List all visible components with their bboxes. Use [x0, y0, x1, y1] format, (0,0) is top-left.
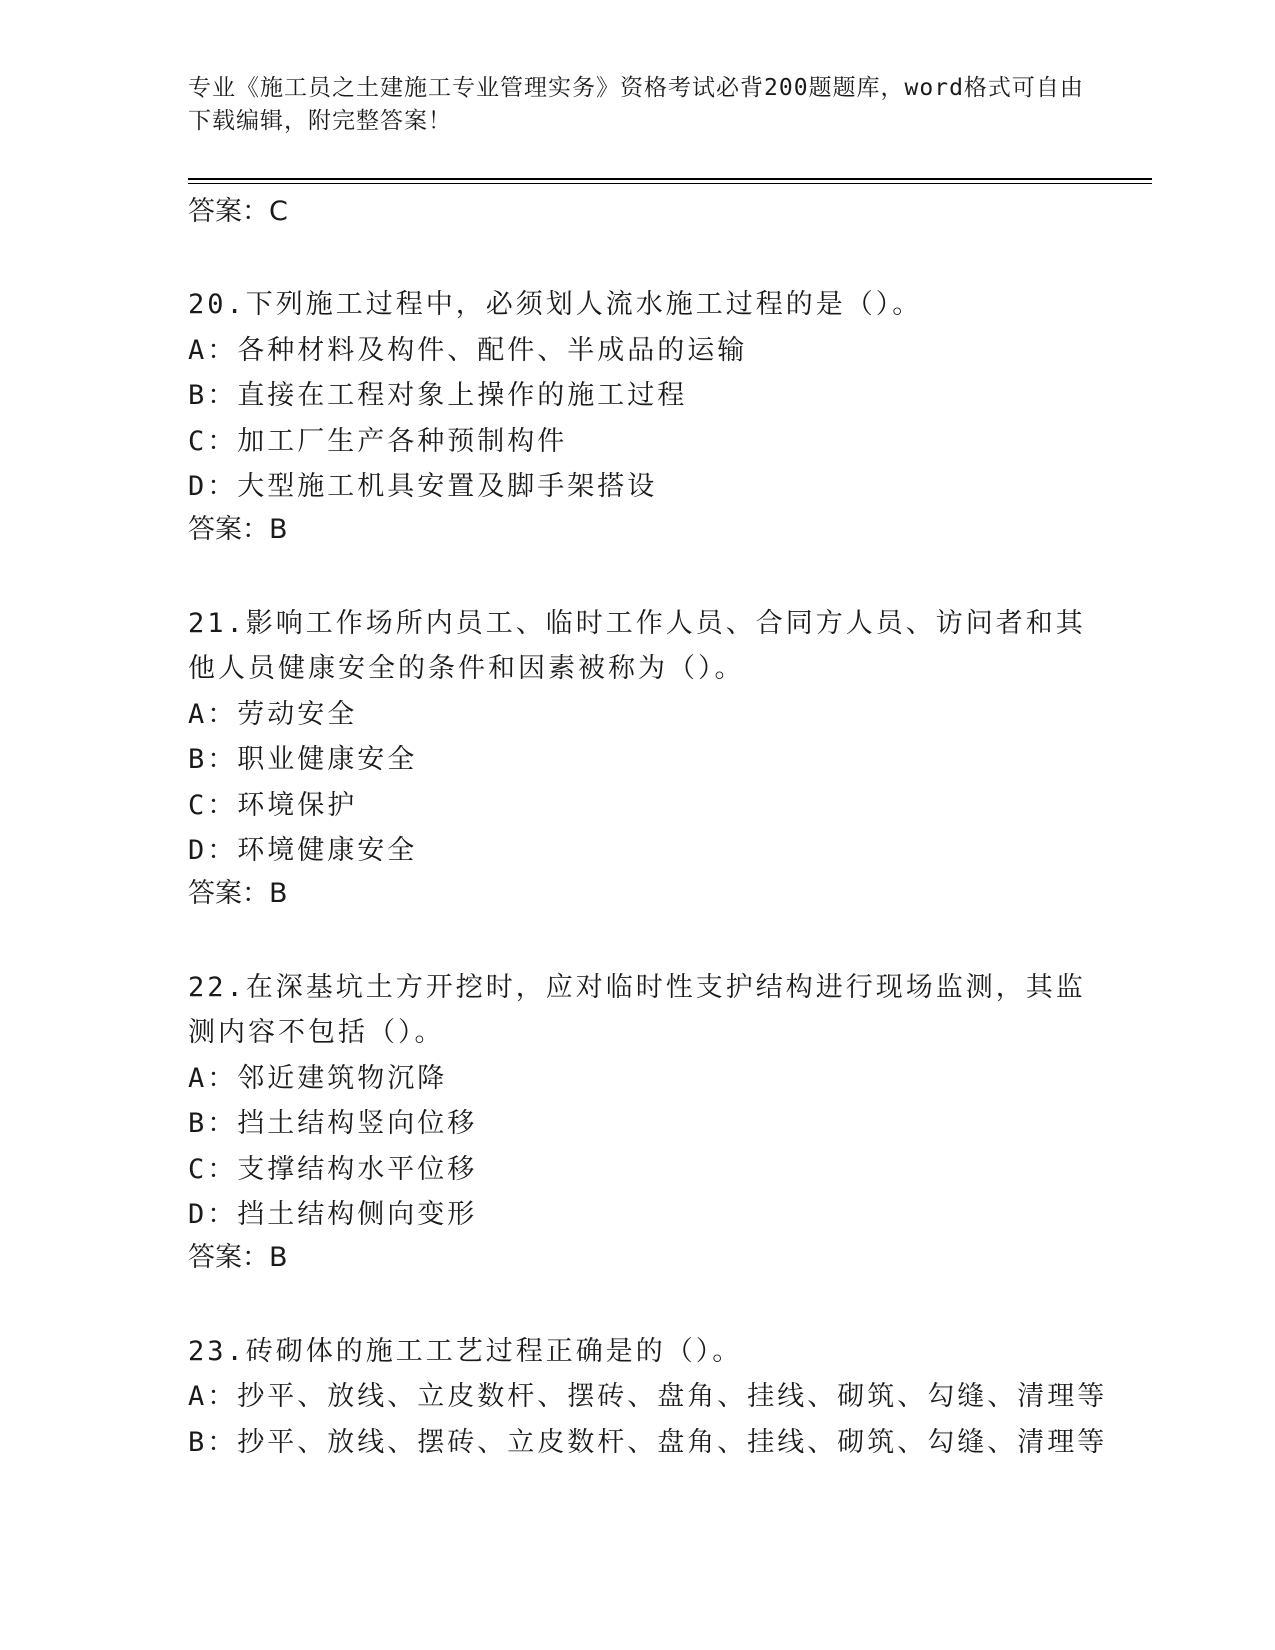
- answer-line: 答案：B: [188, 513, 288, 545]
- option-a: A：各种材料及构件、配件、半成品的运输: [188, 334, 748, 366]
- option-c: C：环境保护: [188, 789, 358, 821]
- answer-line: 答案：B: [188, 877, 288, 909]
- question-block: [188, 282, 1088, 550]
- option-a: A：邻近建筑物沉降: [188, 1062, 448, 1094]
- option-d: D：大型施工机具安置及脚手架搭设: [188, 471, 658, 502]
- question-text: 22.在深基坑土方开挖时，应对临时性支护结构进行现场监测，其监测内容不包括（）。: [188, 971, 1086, 1048]
- option-b: B：挡土结构竖向位移: [188, 1108, 478, 1139]
- answer-line: 答案：B: [188, 1241, 288, 1273]
- question-list: [188, 192, 1108, 1465]
- question-text: 21.影响工作场所内员工、临时工作人员、合同方人员、访问者和其他人员健康安全的条件和因素被称为（）。: [188, 607, 1086, 684]
- question-block: [188, 601, 1088, 914]
- question-text: 20.下列施工过程中，必须划人流水施工过程的是（）。: [188, 289, 923, 320]
- option-c: C：支撑结构水平位移: [188, 1153, 478, 1185]
- option-b: B：抄平、放线、摆砖、立皮数杆、盘角、挂线、砌筑、勾缝、清理等: [188, 1426, 1108, 1458]
- question-block: [188, 965, 1088, 1278]
- option-b: B：职业健康安全: [188, 744, 418, 775]
- option-a: A：劳动安全: [188, 698, 358, 730]
- option-b: B：直接在工程对象上操作的施工过程: [188, 380, 688, 411]
- question-text: 23.砖砌体的施工工艺过程正确是的（）。: [188, 1335, 743, 1367]
- question-block: [188, 1329, 1108, 1466]
- option-c: C：加工厂生产各种预制构件: [188, 425, 568, 457]
- answer-line: 答案：C: [188, 196, 288, 227]
- option-d: D：挡土结构侧向变形: [188, 1199, 478, 1230]
- document-header: 专业《施工员之土建施工专业管理实务》资格考试必背200题题库，word格式可自由下载编辑，附完整答案！: [188, 75, 1084, 134]
- option-a: A：抄平、放线、立皮数杆、摆砖、盘角、挂线、砌筑、勾缝、清理等: [188, 1381, 1108, 1412]
- header-divider-thick: [188, 178, 1152, 180]
- header-divider-thin: [188, 183, 1152, 184]
- option-d: D：环境健康安全: [188, 835, 418, 866]
